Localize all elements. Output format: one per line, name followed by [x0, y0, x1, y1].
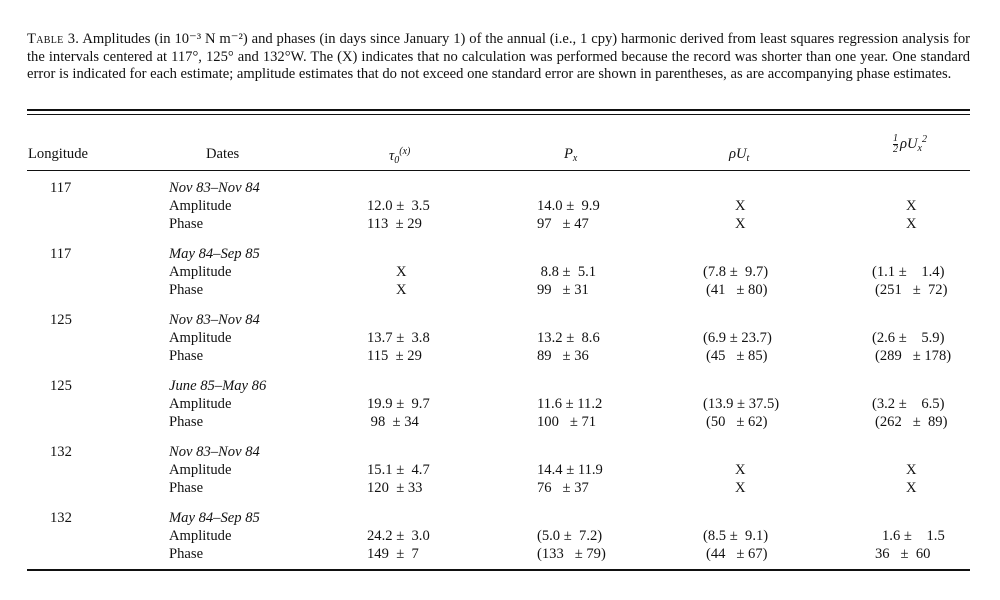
amplitude-label: Amplitude: [169, 462, 232, 478]
longitude-cell: 132: [50, 510, 72, 526]
px-phase-value: 89 ± 36: [537, 348, 589, 364]
caption-text: Amplitudes (in 10⁻³ N m⁻²) and phases (in days since January 1) of the annual (i.e., 1 cpy) harmonic derived from least squares regression analysis for the intervals centered at 117°, 125° and 132°W. The (X) indicates that no calculation was performed because the record was shorter than one year. One standard error is indicated for each estimate; amplitude estimates that do not exceed one standard error are shown in parentheses, as are accompanying phase estimates.: [27, 31, 970, 82]
phase-label: Phase: [169, 480, 204, 496]
rho-amplitude-value: (7.8 ± 9.7): [703, 264, 769, 280]
table-label: Table 3.: [27, 31, 80, 47]
px-amplitude-value: 13.2 ± 8.6: [537, 330, 600, 346]
header-rho-ut: $\rho U_t$: [729, 146, 750, 164]
one-half-fraction: $\frac{1}{2}$: [893, 133, 898, 156]
px-phase-value: (133 ± 79): [537, 546, 606, 562]
half-phase-value: X: [906, 480, 917, 496]
header-px: $P_x$: [564, 146, 578, 164]
tau-amplitude-value: 24.2 ± 3.0: [367, 528, 430, 544]
rho-phase-value: (41 ± 80): [706, 282, 768, 298]
tau-phase-value: 113 ± 29: [367, 216, 422, 232]
header-tau: $\tau_0^{(x)}$: [389, 146, 411, 166]
dates-cell: Nov 83–Nov 84: [169, 444, 260, 460]
rho-phase-value: X: [735, 480, 746, 496]
half-phase-value: 36 ± 60: [875, 546, 931, 562]
top-rule-2: [27, 114, 970, 115]
top-rule-1: [27, 109, 970, 111]
dates-cell: Nov 83–Nov 84: [169, 180, 260, 196]
longitude-cell: 125: [50, 312, 72, 328]
table-caption: [27, 31, 970, 84]
longitude-cell: 117: [50, 246, 72, 262]
rho-amplitude-value: (8.5 ± 9.1): [703, 528, 769, 544]
rho-amplitude-value: X: [735, 198, 746, 214]
header-half-rho-ux2: $\frac{1}{2}$ $\rho U_x^2$: [893, 133, 927, 156]
half-amplitude-value: (3.2 ± 6.5): [872, 396, 945, 412]
half-phase-value: (251 ± 72): [875, 282, 948, 298]
amplitude-label: Amplitude: [169, 330, 232, 346]
rho-amplitude-value: (13.9 ± 37.5): [703, 396, 780, 412]
phase-label: Phase: [169, 348, 204, 364]
rho-phase-value: (50 ± 62): [706, 414, 768, 430]
half-amplitude-value: X: [906, 198, 917, 214]
px-amplitude-value: 14.4 ± 11.9: [537, 462, 603, 478]
dates-cell: May 84–Sep 85: [169, 510, 260, 526]
tau-phase-value: X: [396, 282, 407, 298]
half-amplitude-value: (2.6 ± 5.9): [872, 330, 945, 346]
tau-phase-value: 115 ± 29: [367, 348, 422, 364]
tau-phase-value: 98 ± 34: [367, 414, 419, 430]
tau-phase-value: 120 ± 33: [367, 480, 423, 496]
half-phase-value: (262 ± 89): [875, 414, 948, 430]
amplitude-label: Amplitude: [169, 264, 232, 280]
longitude-cell: 132: [50, 444, 72, 460]
tau-amplitude-value: 13.7 ± 3.8: [367, 330, 430, 346]
tau-phase-value: 149 ± 7: [367, 546, 419, 562]
half-amplitude-value: X: [906, 462, 917, 478]
tau-amplitude-value: 19.9 ± 9.7: [367, 396, 430, 412]
header-dates: Dates: [206, 146, 240, 162]
tau-amplitude-value: X: [396, 264, 407, 280]
half-phase-value: X: [906, 216, 917, 232]
longitude-cell: 117: [50, 180, 72, 196]
rho-amplitude-value: X: [735, 462, 746, 478]
half-amplitude-value: 1.6 ± 1.5: [882, 528, 945, 544]
px-phase-value: 76 ± 37: [537, 480, 589, 496]
bottom-rule: [27, 569, 970, 571]
amplitude-label: Amplitude: [169, 198, 232, 214]
dates-cell: Nov 83–Nov 84: [169, 312, 260, 328]
px-amplitude-value: 14.0 ± 9.9: [537, 198, 600, 214]
px-phase-value: 99 ± 31: [537, 282, 589, 298]
header-rule: [27, 170, 970, 171]
phase-label: Phase: [169, 414, 204, 430]
px-phase-value: 100 ± 71: [537, 414, 597, 430]
tau-amplitude-value: 12.0 ± 3.5: [367, 198, 430, 214]
px-amplitude-value: 8.8 ± 5.1: [537, 264, 597, 280]
rho-phase-value: (44 ± 67): [706, 546, 768, 562]
longitude-cell: 125: [50, 378, 72, 394]
half-phase-value: (289 ± 178): [875, 348, 952, 364]
px-amplitude-value: 11.6 ± 11.2: [537, 396, 603, 412]
amplitude-label: Amplitude: [169, 528, 232, 544]
amplitude-label: Amplitude: [169, 396, 232, 412]
px-phase-value: 97 ± 47: [537, 216, 589, 232]
px-amplitude-value: (5.0 ± 7.2): [537, 528, 603, 544]
rho-phase-value: X: [735, 216, 746, 232]
header-longitude: Longitude: [28, 146, 88, 162]
tau-amplitude-value: 15.1 ± 4.7: [367, 462, 430, 478]
dates-cell: May 84–Sep 85: [169, 246, 260, 262]
phase-label: Phase: [169, 216, 204, 232]
phase-label: Phase: [169, 282, 204, 298]
phase-label: Phase: [169, 546, 204, 562]
half-amplitude-value: (1.1 ± 1.4): [872, 264, 945, 280]
dates-cell: June 85–May 86: [169, 378, 267, 394]
rho-phase-value: (45 ± 85): [706, 348, 768, 364]
rho-amplitude-value: (6.9 ± 23.7): [703, 330, 772, 346]
